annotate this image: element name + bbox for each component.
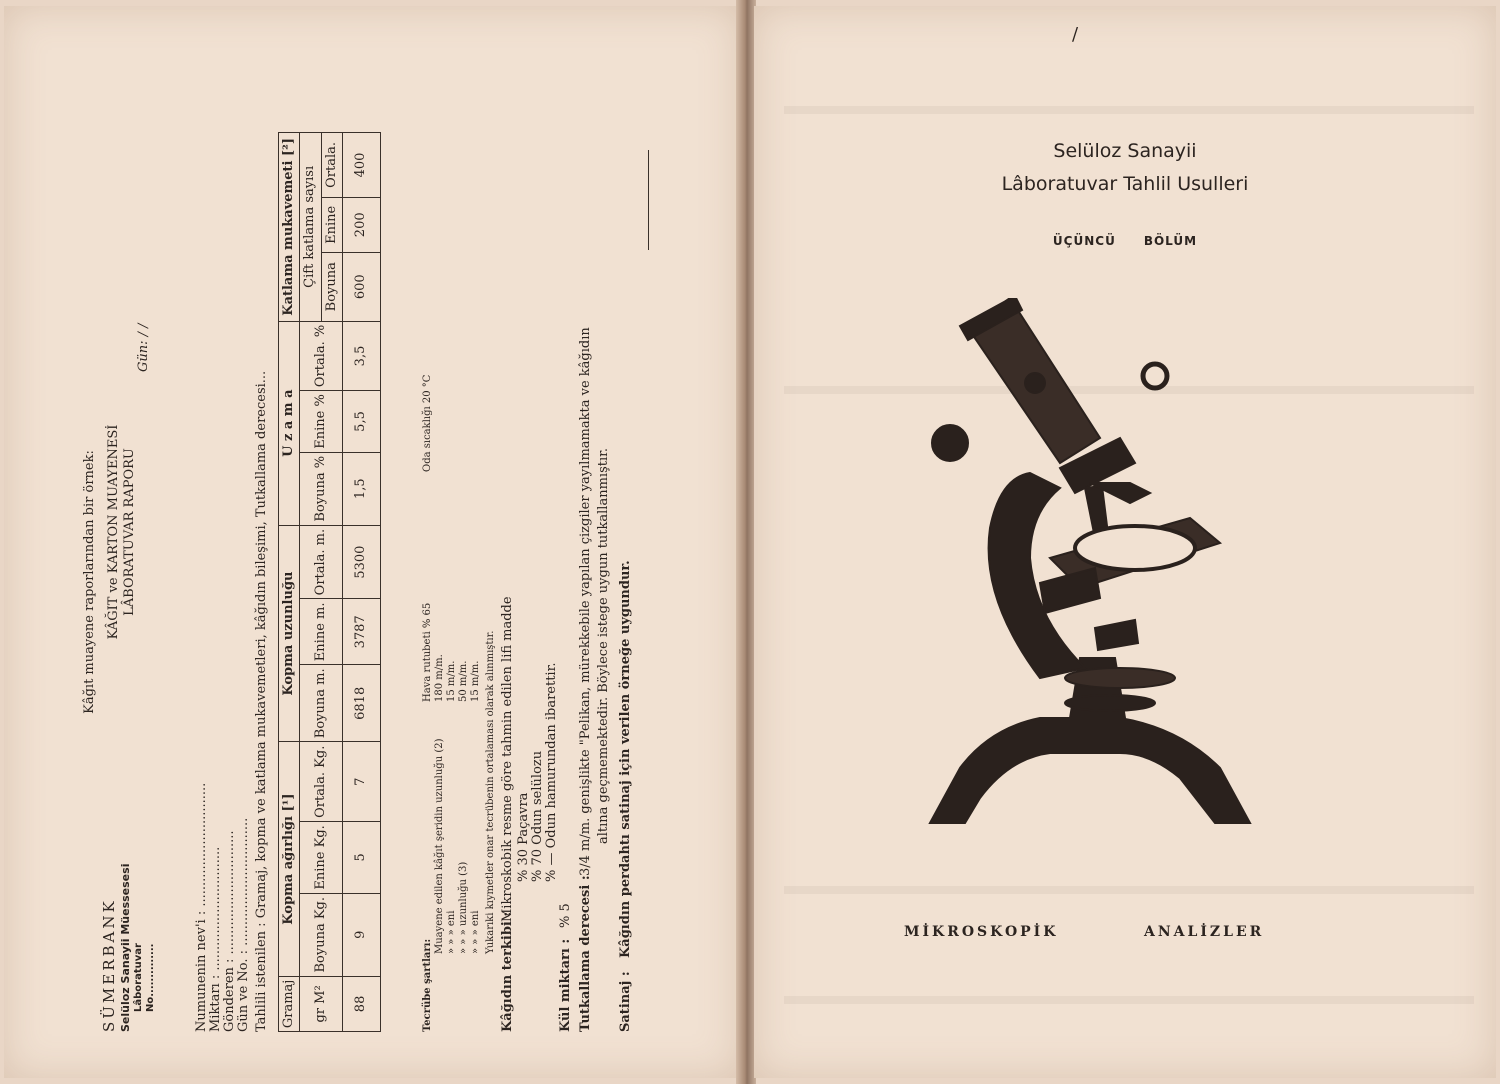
lab-label: Lâboratuvar: [132, 943, 144, 1012]
left-page: [4, 6, 740, 1078]
figure-caption: [904, 924, 1404, 940]
report-header: [100, 802, 158, 1032]
condition-label: Muayene edilen kâğıt şeridin uzunluğu (2): [434, 738, 445, 954]
report-title-line-2: LÂBORATUVAR RAPORU: [122, 448, 138, 616]
table-subheader: Ortala.: [321, 133, 342, 198]
table-cell: 400: [342, 133, 380, 198]
book-gutter: [736, 0, 756, 1084]
satinaj-label: Satinaj :: [618, 971, 633, 1032]
table-cell: 7: [342, 742, 380, 822]
signature-line: [648, 150, 649, 250]
rotated-report: [82, 132, 672, 1032]
table-subheader: Boyuna %: [300, 452, 343, 525]
satinaj-value: Kâğıdın perdahtı satinaj için verilen örneğe uygundur.: [618, 560, 633, 958]
condition-value: 180 m/m.: [434, 654, 445, 702]
table-cell: 6818: [342, 665, 380, 742]
table-subheader: Boyuna m.: [300, 665, 343, 742]
report-number: No..............: [145, 943, 156, 1012]
brand-name: SÜMERBANK: [100, 898, 118, 1032]
table-subheader: Enine Kg.: [300, 822, 343, 894]
table-cell: 5300: [342, 525, 380, 599]
composition-item: % 30 Paçavra: [516, 792, 531, 882]
composition-label: Kâğıdın terkibi :: [500, 911, 515, 1032]
ash-value: % 5: [558, 903, 573, 928]
show-through: [784, 106, 1474, 114]
sizing-line-1: 3/4 m/m. genişlikte "Pelikan, mürekkebile yapılan çizgiler yayılmamakta ve kâğıdın: [578, 327, 593, 876]
conditions-title: Tecrübe şartları:: [422, 938, 433, 1032]
table-subheader: Çift katlama sayısı: [300, 133, 321, 322]
company-name: Selüloz Sanayii Müessesesi: [118, 863, 132, 1032]
results-table: [278, 132, 381, 1032]
table-header: Kopma uzunluğu: [279, 525, 300, 742]
sample-fields: [194, 732, 250, 1032]
caption-word: MİKROSKOPİK: [904, 924, 1059, 940]
table-cell: 5,5: [342, 391, 380, 452]
composition-text: Mikroskobik resme göre tahmin edilen lifi madde: [500, 596, 515, 922]
table-subheader: Enine m.: [300, 599, 343, 665]
humidity: Hava rutubeti % 65: [422, 602, 433, 702]
condition-label: » » » eni: [470, 910, 481, 954]
room-temperature: Oda sıcaklığı 20 °C: [422, 374, 433, 472]
field-line: Miktarı : ..............................: [208, 846, 223, 1032]
microscope-illustration: [920, 298, 1260, 838]
composition-item: % 70 Odun selülozu: [530, 750, 545, 882]
table-header: Kopma ağırlığı [¹]: [279, 742, 300, 976]
right-page: [754, 6, 1496, 1078]
table-subheader: Enine %: [300, 391, 343, 452]
chapter-title-1: Selüloz Sanayii: [1053, 140, 1197, 162]
table-subheader: Ortala. %: [300, 321, 343, 391]
sizing-label: Tutkallama derecesi :: [578, 875, 593, 1032]
pencil-mark: /: [1072, 24, 1079, 45]
table-cell: 1,5: [342, 452, 380, 525]
report-title: [106, 362, 139, 702]
table-cell: 88: [342, 976, 380, 1031]
table-subheader: Boyuna: [321, 252, 342, 321]
table-header: Katlama mukavemeti [²]: [279, 133, 300, 322]
table-subheader: Boyuna Kg.: [300, 893, 343, 976]
table-subheader: Ortala. Kg.: [300, 742, 343, 822]
table-subheader: Ortala. m.: [300, 525, 343, 599]
condition-label: » » » eni: [446, 910, 457, 954]
chapter-title-2: Lâboratuvar Tahlil Usulleri: [1001, 173, 1249, 195]
condition-value: 15 m/m.: [470, 660, 481, 702]
table-cell: 3,5: [342, 321, 380, 391]
ash-label: Kül miktarı :: [558, 938, 573, 1032]
show-through: [784, 996, 1474, 1004]
table-header: U z a m a: [279, 321, 300, 525]
averaging-note: Yukarıki kıymetler onar tecrübenin ortalaması olarak alınmıştır.: [485, 630, 496, 954]
section-word: ÜÇÜNCÜ: [1052, 234, 1116, 248]
table-cell: 3787: [342, 599, 380, 665]
show-through: [784, 886, 1474, 894]
report-title-line-1: KÂĞIT ve KARTON MUAYENESİ: [106, 424, 121, 640]
field-line: Gönderen : ..............................: [222, 830, 237, 1032]
table-cell: 9: [342, 893, 380, 976]
date-field: Gün: / /: [136, 323, 151, 372]
condition-value: 50 m/m.: [458, 660, 469, 702]
table-cell: 5: [342, 822, 380, 894]
condition-value: 15 m/m.: [446, 660, 457, 702]
requested-analysis: Tahlili istenilen : Gramaj, kopma ve katlama mukavemetleri, kâğıdın bileşimi, Tutkallama derecesi...: [254, 370, 269, 1032]
intro-text: Kâğıt muayene raporlarından bir örnek:: [82, 450, 97, 714]
table-header: gr M²: [300, 976, 343, 1031]
table-cell: 600: [342, 252, 380, 321]
section-word: BÖLÜM: [1143, 234, 1198, 248]
field-line: Gün ve No. : ...............................: [236, 817, 251, 1032]
field-line: Numunenin nev'i : ..............................: [194, 782, 209, 1032]
table-header: Gramaj: [279, 976, 300, 1031]
section-heading: [754, 234, 1496, 248]
condition-label: » » » uzunluğu (3): [458, 861, 469, 954]
table-subheader: Enine: [321, 197, 342, 252]
caption-word: ANALİZLER: [1144, 924, 1265, 940]
composition-item: % — Odun hamurundan ibarettir.: [544, 662, 559, 882]
table-cell: 200: [342, 197, 380, 252]
sizing-line-2: altına geçmemektedir. Böylece istege uygun tutkallanmıştır.: [596, 447, 611, 844]
